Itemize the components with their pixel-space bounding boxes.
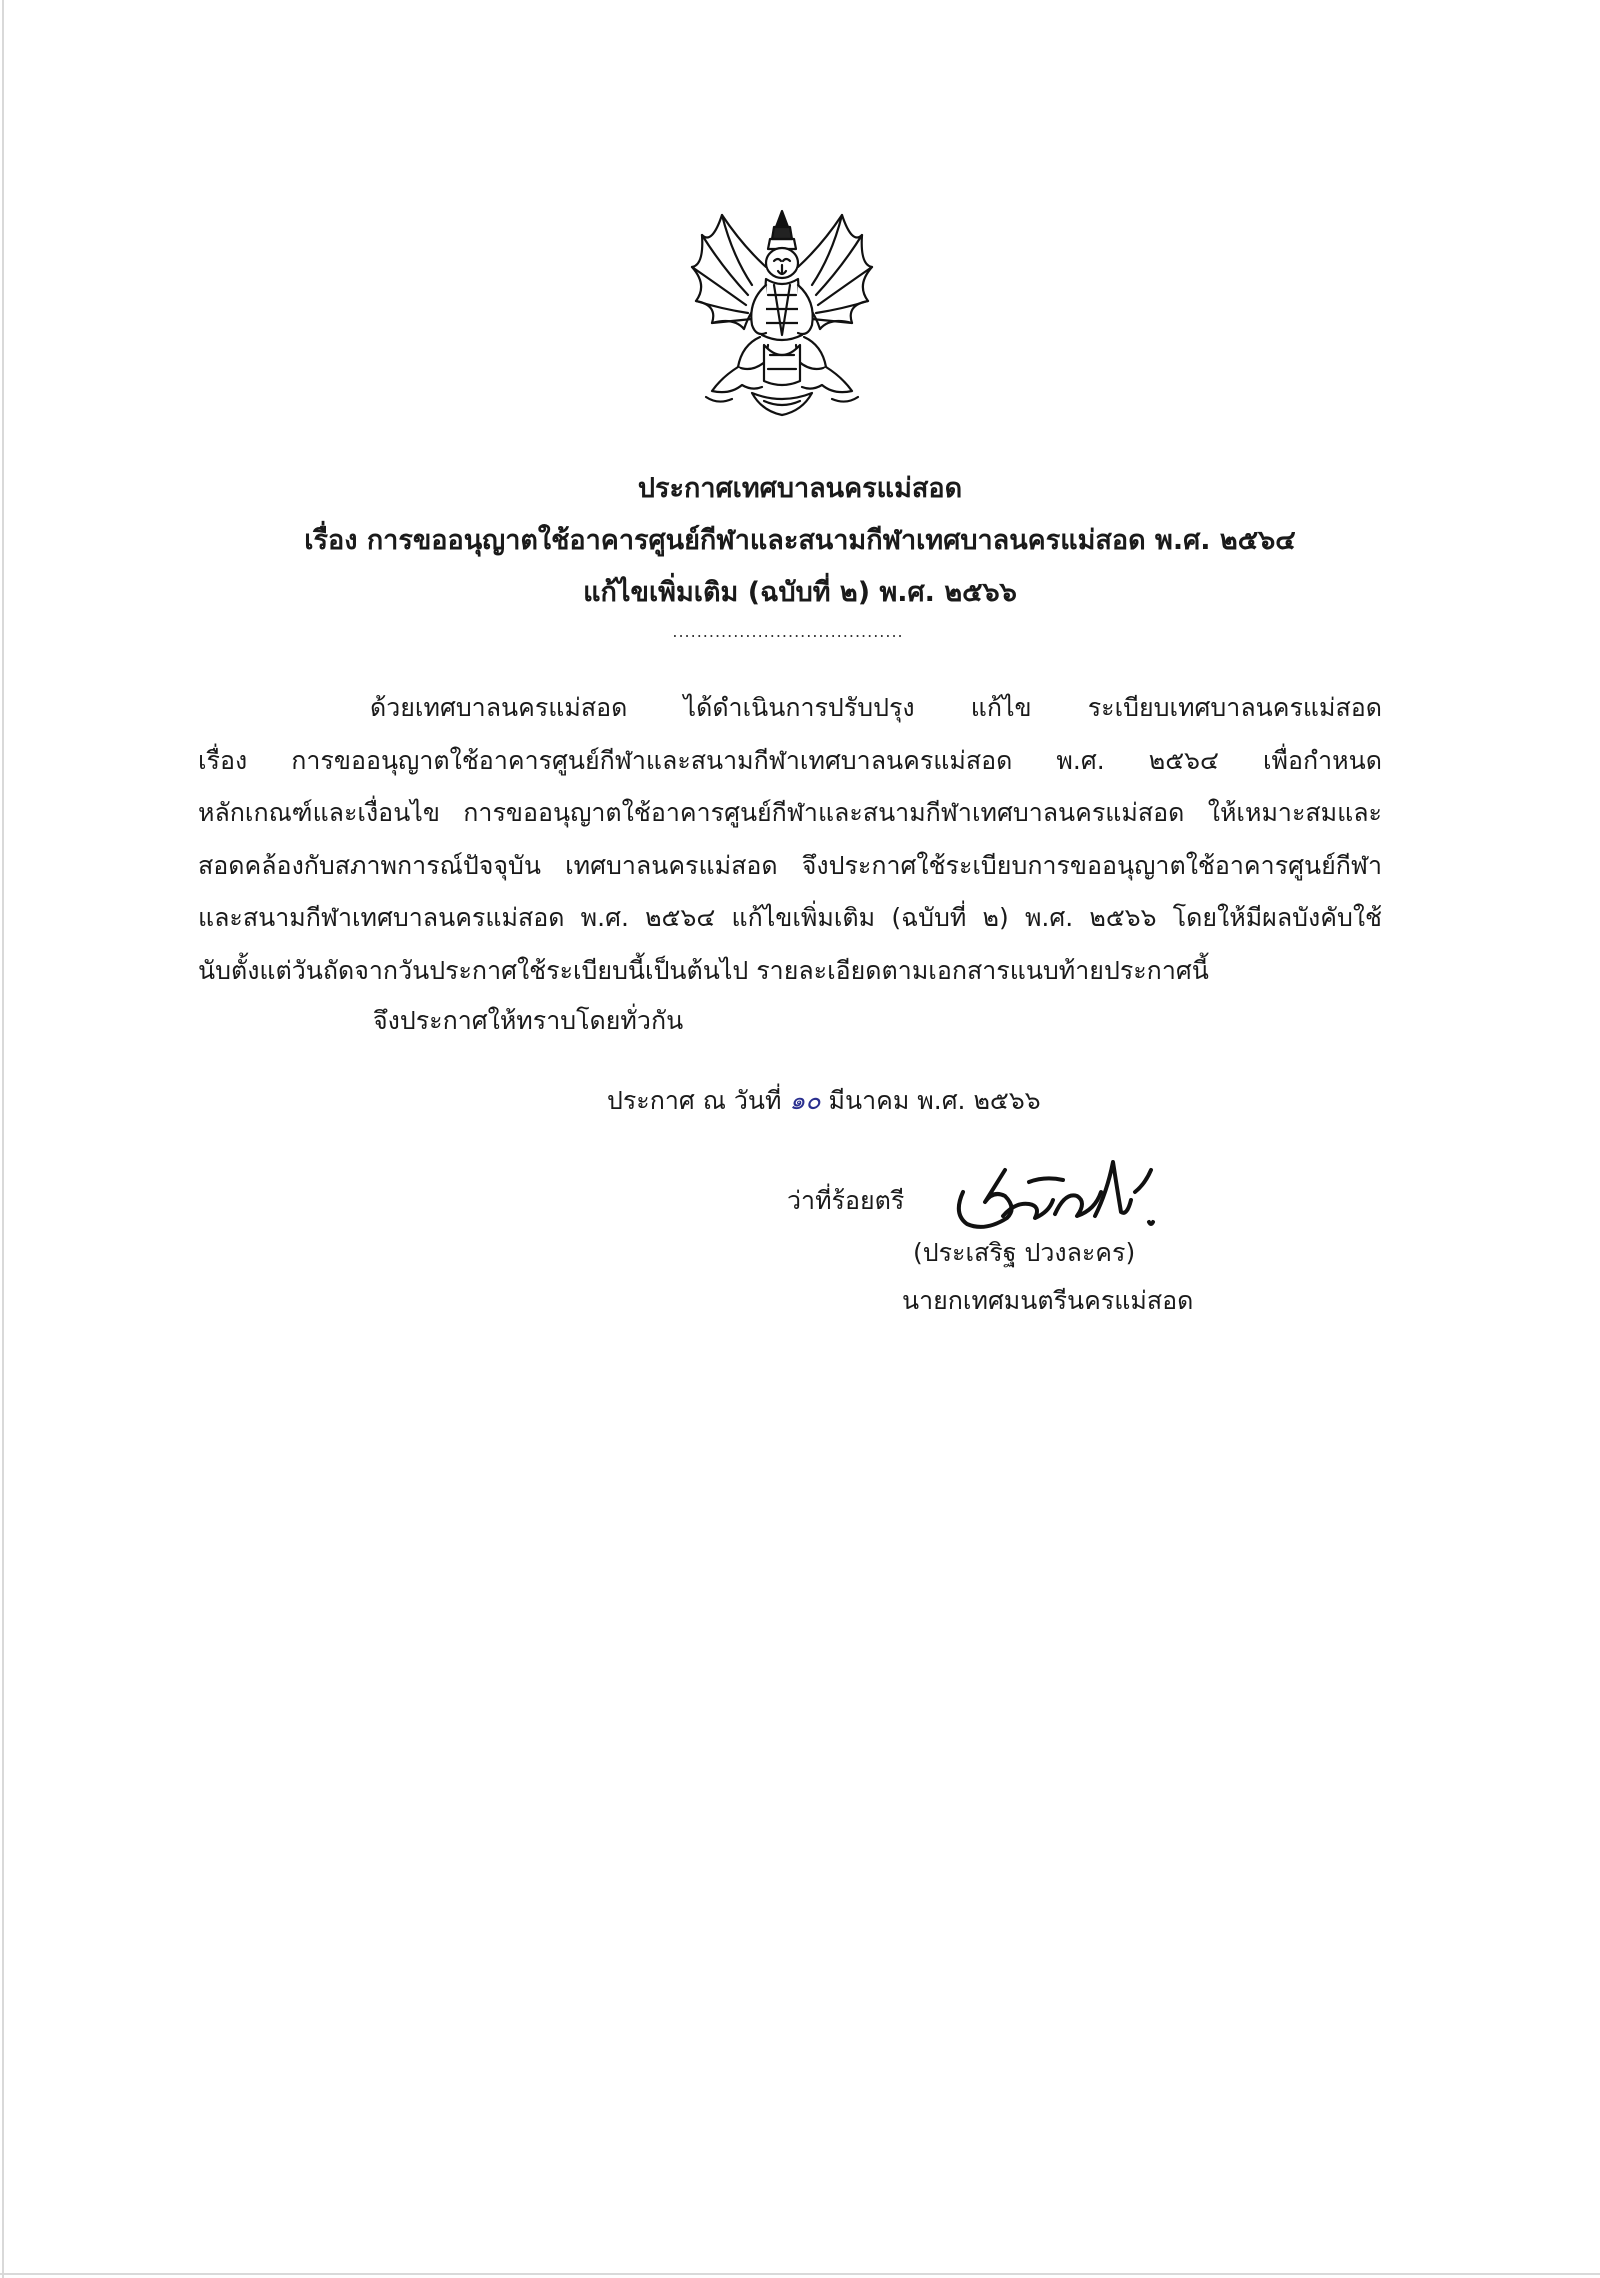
scan-edge-bottom: [0, 2273, 1600, 2275]
signer-name: (ประเสริฐ ปวงละคร): [913, 1238, 1136, 1267]
handwritten-signature: [945, 1152, 1165, 1242]
signer-title: นายกเทศมนตรีนครแม่สอด: [902, 1286, 1194, 1315]
body-line: เรื่อง การขออนุญาตใช้อาคารศูนย์กีฬาและสนามกีฬาเทศบาลนครแม่สอด พ.ศ. ๒๕๖๔ เพื่อกำหนด: [198, 745, 1382, 775]
date-suffix: มีนาคม พ.ศ. ๒๕๖๖: [820, 1086, 1041, 1115]
body-line: หลักเกณฑ์และเงื่อนไข การขออนุญาตใช้อาคารศูนย์กีฬาและสนามกีฬาเทศบาลนครแม่สอด ให้เหมาะสมและ: [198, 798, 1382, 827]
scan-edge-left: [2, 0, 4, 2278]
body-line: นับตั้งแต่วันถัดจากวันประกาศใช้ระเบียบนี้เป็นต้นไป รายละเอียดตามเอกสารแนบท้ายประกาศนี้: [198, 955, 1209, 985]
body-line: สอดคล้องกับสภาพการณ์ปัจจุบัน เทศบาลนครแม่สอด จึงประกาศใช้ระเบียบการขออนุญาตใช้อาคารศูนย์กีฬา: [198, 850, 1382, 880]
announcement-title: ประกาศเทศบาลนครแม่สอด: [637, 473, 963, 504]
body-line: และสนามกีฬาเทศบาลนครแม่สอด พ.ศ. ๒๕๖๔ แก้ไขเพิ่มเติม (ฉบับที่ ๒) พ.ศ. ๒๕๖๖ โดยให้มีผลบังคับใช้: [198, 903, 1382, 932]
announcement-amendment: แก้ไขเพิ่มเติม (ฉบับที่ ๒) พ.ศ. ๒๕๖๖: [583, 577, 1017, 608]
announcement-date: [607, 1080, 1041, 1122]
date-prefix: ประกาศ ณ วันที่: [607, 1086, 790, 1115]
heading-separator: ......................................: [672, 622, 904, 641]
date-day: ๑๐: [789, 1086, 821, 1115]
closing-statement: จึงประกาศให้ทราบโดยทั่วกัน: [373, 1006, 684, 1035]
announcement-subject: เรื่อง การขออนุญาตใช้อาคารศูนย์กีฬาและสนามกีฬาเทศบาลนครแม่สอด พ.ศ. ๒๕๖๔: [304, 525, 1296, 556]
body-line: ด้วยเทศบาลนครแม่สอด ได้ดำเนินการปรับปรุง แก้ไข ระเบียบเทศบาลนครแม่สอด: [370, 693, 1382, 722]
announcement-body: [198, 682, 1382, 997]
signer-rank: ว่าที่ร้อยตรี: [787, 1186, 905, 1215]
garuda-emblem-icon: [682, 205, 882, 420]
